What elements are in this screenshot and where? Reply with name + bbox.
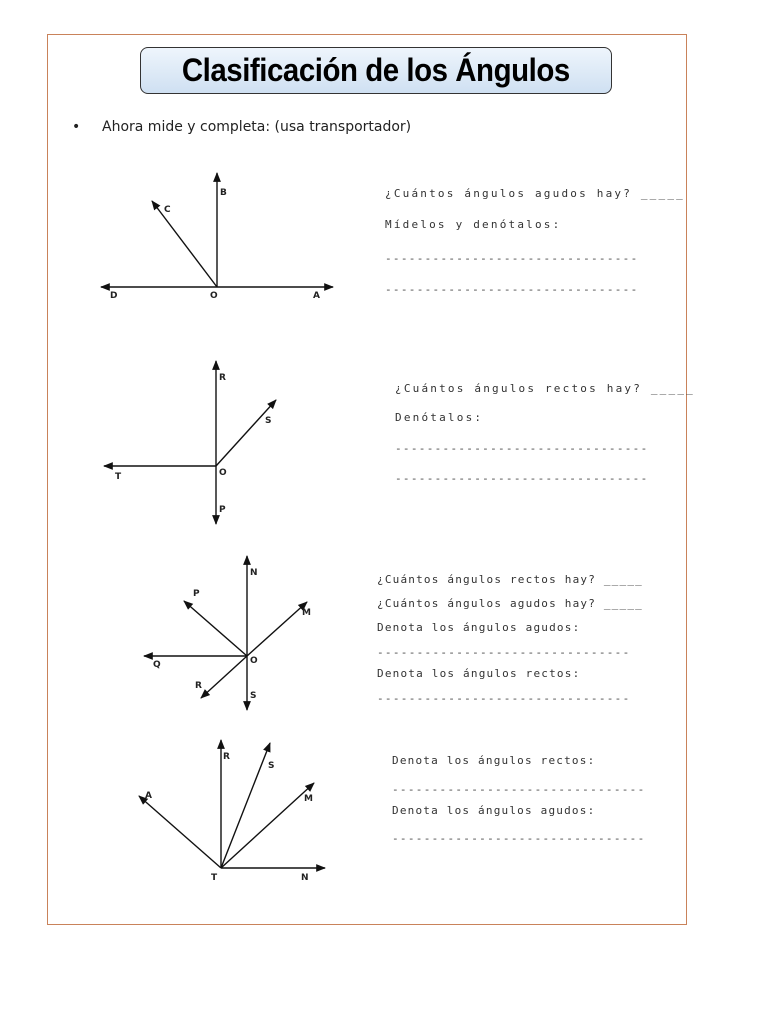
instruction-text: Ahora mide y completa: (usa transportador) [102, 119, 412, 135]
ray-OC [152, 201, 217, 287]
label-O: O [250, 656, 258, 666]
question-3b: ¿Cuántos ángulos agudos hay? _____ [377, 597, 643, 610]
question-2b: Denótalos: [395, 411, 484, 424]
label-B: B [220, 188, 227, 198]
ray-OR [201, 656, 247, 698]
bullet-icon: • [72, 119, 81, 135]
label-M: M [302, 608, 311, 618]
label-M: M [304, 794, 313, 804]
question-3c: Denota los ángulos agudos: [377, 621, 581, 634]
answer-line-3a[interactable]: -------------------------------- [377, 646, 631, 659]
angle-figure-4 [135, 735, 335, 885]
question-4b: Denota los ángulos agudos: [392, 804, 596, 817]
label-S: S [250, 691, 257, 701]
answer-line-4b[interactable]: -------------------------------- [392, 832, 646, 845]
ray-OS [216, 400, 276, 466]
label-R: R [219, 373, 226, 383]
ray-OM [247, 602, 307, 656]
label-S: S [268, 761, 275, 771]
page-title: Clasificación de los Ángulos [182, 52, 570, 88]
label-A: A [145, 791, 152, 801]
label-T: T [211, 873, 218, 883]
label-R: R [195, 681, 202, 691]
question-1a: ¿Cuántos ángulos agudos hay? _____ [385, 187, 685, 200]
label-D: D [110, 291, 118, 301]
label-R: R [223, 752, 230, 762]
label-Q: Q [153, 660, 161, 670]
label-O: O [210, 291, 218, 301]
label-P: P [193, 589, 200, 599]
question-1b: Mídelos y denótalos: [385, 218, 562, 231]
question-3a: ¿Cuántos ángulos rectos hay? _____ [377, 573, 643, 586]
ray-TA [139, 796, 221, 868]
answer-line-1b[interactable]: -------------------------------- [385, 283, 639, 296]
label-S: S [265, 416, 272, 426]
answer-line-1a[interactable]: -------------------------------- [385, 252, 639, 265]
question-2a: ¿Cuántos ángulos rectos hay? _____ [395, 382, 695, 395]
label-T: T [115, 472, 122, 482]
answer-line-4a[interactable]: -------------------------------- [392, 783, 646, 796]
title-banner [140, 47, 612, 94]
angle-figure-3 [140, 550, 320, 715]
angle-figure-2 [100, 355, 290, 530]
label-N: N [301, 873, 309, 883]
answer-line-2a[interactable]: -------------------------------- [395, 442, 649, 455]
angle-figure-1 [95, 165, 345, 310]
ray-TM [221, 783, 314, 868]
question-3d: Denota los ángulos rectos: [377, 667, 581, 680]
question-4a: Denota los ángulos rectos: [392, 754, 596, 767]
label-A: A [313, 291, 320, 301]
label-C: C [164, 205, 171, 215]
ray-OP [184, 601, 247, 656]
label-O: O [219, 468, 227, 478]
answer-line-3b[interactable]: -------------------------------- [377, 692, 631, 705]
label-P: P [219, 505, 226, 515]
label-N: N [250, 568, 258, 578]
answer-line-2b[interactable]: -------------------------------- [395, 472, 649, 485]
